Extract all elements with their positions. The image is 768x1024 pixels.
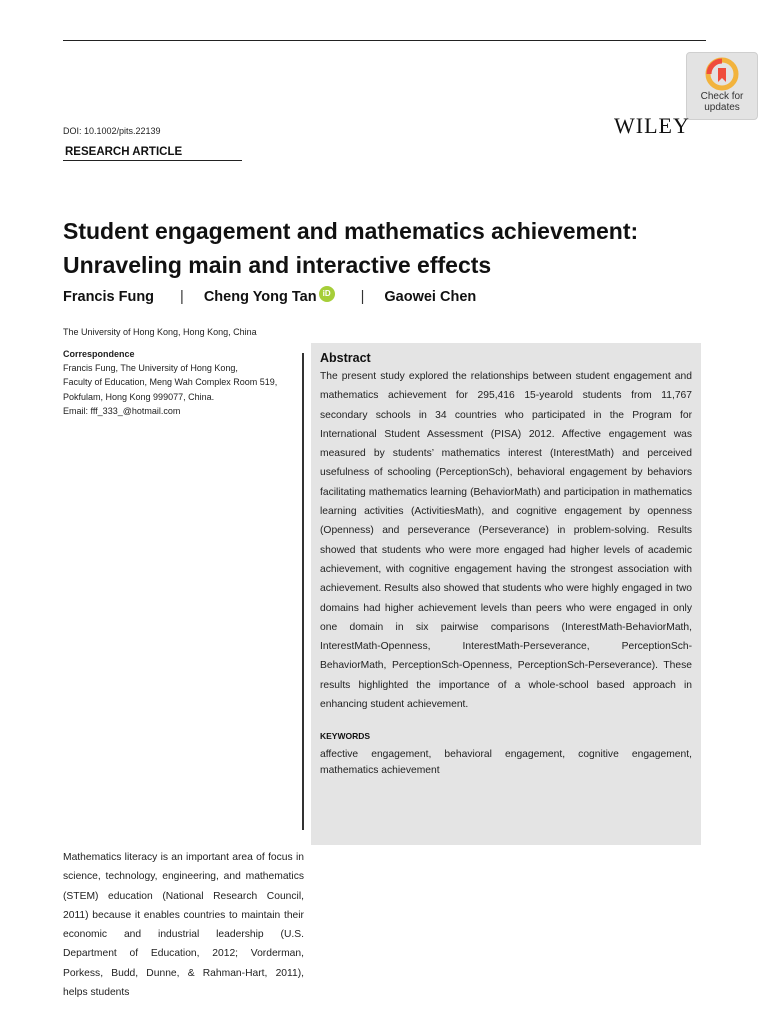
author-francis-fung[interactable]: Francis Fung <box>63 289 155 306</box>
abstract-body: The present study explored the relationships between student engagement and mathematics achievement for 295,416 15-yearold students from 11,767 secondary schools in 34 countries who participated in the Program for International Student Assessment (PISA) 2012. Affective engagement was measured by students’ mathematics interest (InterestMath) and perceived usefulness of schooling (PerceptionSch), behavioral engagement by behaviors facilitating mathematics learning (BehaviorMath) and participation in mathematics learning activities (ActivitiesMath), and cognitive engagement by openness (Openness) and perseverance (Perseverance) in problem-solving. Results showed that students who were more engaged had higher levels of academic achievement, with cognitive engagement having the strongest association with achievement. Results also showed that students who were highly engaged in two domains had higher achievement levels than peers who were engaged in only one domain in six pairwise comparisons (InterestMath-BehaviorMath, InterestMath-Openness, InterestMath-Perseverance, PerceptionSch-BehaviorMath, PerceptionSch-Openness, PerceptionSch-Perseverance). These results highlighted the importance of a whole-school based approach in enhancing student achievement. <box>320 371 692 711</box>
title-line-1: Student engagement and mathematics achievement: <box>63 218 639 244</box>
correspondence-line: Faculty of Education, Meng Wah Complex Room 519, <box>63 377 278 388</box>
author-cheng-yong-tan[interactable]: Cheng Yong Tan <box>203 289 317 306</box>
correspondence-email[interactable]: Email: fff_333_@hotmail.com <box>63 405 181 416</box>
author-separator: | <box>360 289 365 306</box>
abstract-heading: Abstract <box>320 351 371 365</box>
correspondence-line: Francis Fung, The University of Hong Kong, <box>63 363 238 374</box>
crossmark-icon <box>705 57 739 91</box>
orcid-icon[interactable]: iD <box>319 286 335 302</box>
title-line-2: Unraveling main and interactive effects <box>63 252 492 278</box>
keywords-heading: KEYWORDS <box>320 731 371 742</box>
author-gaowei-chen[interactable]: Gaowei Chen <box>384 289 477 306</box>
top-rule <box>63 40 706 41</box>
doi[interactable]: DOI: 10.1002/pits.22139 <box>63 126 161 136</box>
article-title <box>63 214 723 282</box>
check-for-updates-badge[interactable] <box>686 52 758 120</box>
author-separator: | <box>180 289 184 306</box>
publisher-logo: WILEY <box>614 113 690 138</box>
abstract-box <box>311 343 701 845</box>
keywords-list: affective engagement, behavioral engagement, cognitive engagement, mathematics achievement <box>320 749 692 777</box>
article-type: RESEARCH ARTICLE <box>63 146 242 161</box>
affiliation: The University of Hong Kong, Hong Kong, China <box>63 327 257 337</box>
badge-text-line2: updates <box>704 102 740 113</box>
correspondence-heading: Correspondence <box>63 349 135 359</box>
intro-paragraph: Mathematics literacy is an important area of focus in science, technology, engineering, and mathematics (STEM) education (National Research Council, 2011) because it enables countries to maintain their economic and industrial leadership (U.S. Department of Education, 2012; Vorderman, Porkess, Budd, Dunne, & Rahman-Hart, 2011), helps students <box>63 852 304 999</box>
badge-text-line1: Check for <box>700 91 744 102</box>
author-list <box>63 289 476 305</box>
column-divider <box>302 353 304 830</box>
correspondence-line: Pokfulam, Hong Kong 999077, China. <box>63 391 215 402</box>
correspondence <box>63 347 303 418</box>
